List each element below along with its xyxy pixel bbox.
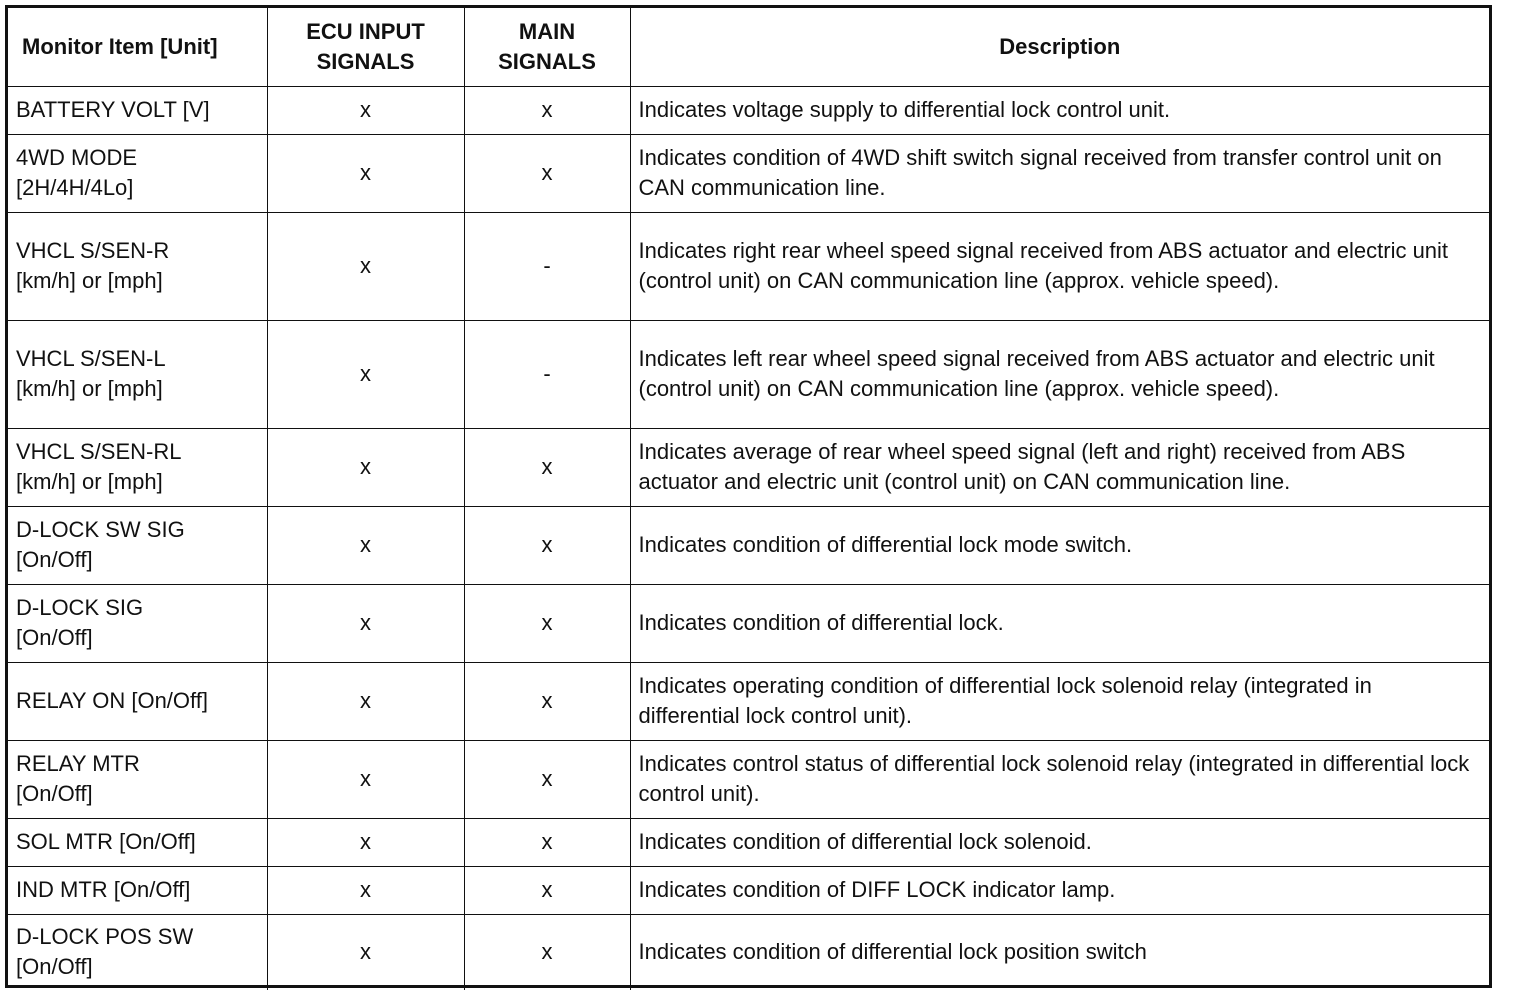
monitor-item-cell — [8, 212, 267, 320]
table-row — [8, 866, 1489, 914]
monitor-item-cell — [8, 662, 267, 740]
ecu-input-cell: x — [267, 212, 464, 320]
monitor-item-cell — [8, 428, 267, 506]
monitor-item-line2: [On/Off] — [16, 625, 93, 650]
monitor-item-line1: BATTERY VOLT [V] — [16, 97, 210, 122]
monitor-item-cell — [8, 320, 267, 428]
monitor-item-line2: [On/Off] — [16, 954, 93, 980]
header-ecu-input-line2: SIGNALS — [316, 48, 415, 74]
description-cell: Indicates condition of DIFF LOCK indicator lamp. — [630, 866, 1489, 914]
header-main-signals — [464, 8, 630, 86]
monitor-item-line2: [On/Off] — [16, 781, 93, 806]
ecu-input-cell: x — [267, 818, 464, 866]
table-row — [8, 818, 1489, 866]
monitor-item-line2: [km/h] or [mph] — [16, 268, 163, 293]
monitor-item-line1: RELAY ON [On/Off] — [16, 688, 208, 713]
monitor-table — [8, 8, 1489, 990]
main-signal-cell: x — [464, 584, 630, 662]
monitor-item-line1: VHCL S/SEN-RL — [16, 439, 182, 464]
header-ecu-input-signals — [267, 8, 464, 86]
description-cell: Indicates left rear wheel speed signal received from ABS actuator and electric unit (control unit) on CAN communication line (approx. vehicle speed). — [630, 320, 1489, 428]
description-cell: Indicates average of rear wheel speed signal (left and right) received from ABS actuator and electric unit (control unit) on CAN communication line. — [630, 428, 1489, 506]
monitor-item-cell — [8, 818, 267, 866]
main-signal-cell: x — [464, 740, 630, 818]
ecu-input-cell: x — [267, 584, 464, 662]
monitor-item-line1: 4WD MODE — [16, 145, 137, 170]
monitor-item-line2: [On/Off] — [16, 547, 93, 572]
table-row — [8, 320, 1489, 428]
main-signal-cell: x — [464, 818, 630, 866]
main-signal-cell: x — [464, 134, 630, 212]
main-signal-cell: x — [464, 866, 630, 914]
description-cell: Indicates condition of differential lock solenoid. — [630, 818, 1489, 866]
main-signal-cell: x — [464, 428, 630, 506]
description-cell: Indicates right rear wheel speed signal received from ABS actuator and electric unit (control unit) on CAN communication line (approx. vehicle speed). — [630, 212, 1489, 320]
monitor-item-line1: D-LOCK POS SW — [16, 924, 194, 950]
table-row — [8, 662, 1489, 740]
header-main-line2: SIGNALS — [498, 48, 596, 74]
ecu-input-cell: x — [267, 428, 464, 506]
header-description: Description — [630, 8, 1489, 86]
table-row — [8, 506, 1489, 584]
description-cell: Indicates condition of differential lock. — [630, 584, 1489, 662]
monitor-item-table — [5, 5, 1492, 988]
main-signal-cell: - — [464, 320, 630, 428]
header-monitor-item: Monitor Item [Unit] — [8, 8, 267, 86]
main-signal-cell: - — [464, 212, 630, 320]
monitor-item-line1: VHCL S/SEN-R — [16, 238, 170, 263]
monitor-item-line2: [2H/4H/4Lo] — [16, 175, 134, 200]
header-main-line1: MAIN — [518, 18, 576, 44]
monitor-item-line1: D-LOCK SIG — [16, 595, 144, 620]
table-row — [8, 134, 1489, 212]
description-cell: Indicates condition of differential lock mode switch. — [630, 506, 1489, 584]
description-cell: Indicates voltage supply to differential lock control unit. — [630, 86, 1489, 134]
table-row — [8, 914, 1489, 990]
ecu-input-cell: x — [267, 740, 464, 818]
monitor-item-cell — [8, 866, 267, 914]
description-cell: Indicates condition of differential lock position switch — [630, 914, 1489, 990]
table-row — [8, 740, 1489, 818]
monitor-item-line1: SOL MTR [On/Off] — [16, 829, 196, 854]
ecu-input-cell: x — [267, 914, 464, 990]
monitor-item-line1: RELAY MTR — [16, 751, 140, 776]
header-ecu-input-line1: ECU INPUT — [306, 18, 425, 44]
main-signal-cell: x — [464, 662, 630, 740]
table-row — [8, 212, 1489, 320]
monitor-item-cell — [8, 584, 267, 662]
description-cell: Indicates control status of differential lock solenoid relay (integrated in differential lock control unit). — [630, 740, 1489, 818]
description-cell: Indicates operating condition of differential lock solenoid relay (integrated in differential lock control unit). — [630, 662, 1489, 740]
monitor-item-line1: D-LOCK SW SIG — [16, 517, 185, 542]
monitor-item-cell — [8, 914, 267, 990]
ecu-input-cell: x — [267, 320, 464, 428]
monitor-item-line1: VHCL S/SEN-L — [16, 346, 166, 371]
monitor-item-cell — [8, 134, 267, 212]
main-signal-cell: x — [464, 506, 630, 584]
monitor-item-cell — [8, 506, 267, 584]
main-signal-cell: x — [464, 86, 630, 134]
table-row — [8, 428, 1489, 506]
ecu-input-cell: x — [267, 86, 464, 134]
monitor-item-line2: [km/h] or [mph] — [16, 376, 163, 401]
ecu-input-cell: x — [267, 662, 464, 740]
table-row — [8, 86, 1489, 134]
main-signal-cell: x — [464, 914, 630, 990]
ecu-input-cell: x — [267, 866, 464, 914]
monitor-item-cell — [8, 86, 267, 134]
description-cell: Indicates condition of 4WD shift switch signal received from transfer control unit on CAN communication line. — [630, 134, 1489, 212]
ecu-input-cell: x — [267, 134, 464, 212]
table-row — [8, 584, 1489, 662]
header-row — [8, 8, 1489, 86]
monitor-item-line1: IND MTR [On/Off] — [16, 877, 191, 902]
monitor-item-cell — [8, 740, 267, 818]
ecu-input-cell: x — [267, 506, 464, 584]
monitor-item-line2: [km/h] or [mph] — [16, 469, 163, 494]
